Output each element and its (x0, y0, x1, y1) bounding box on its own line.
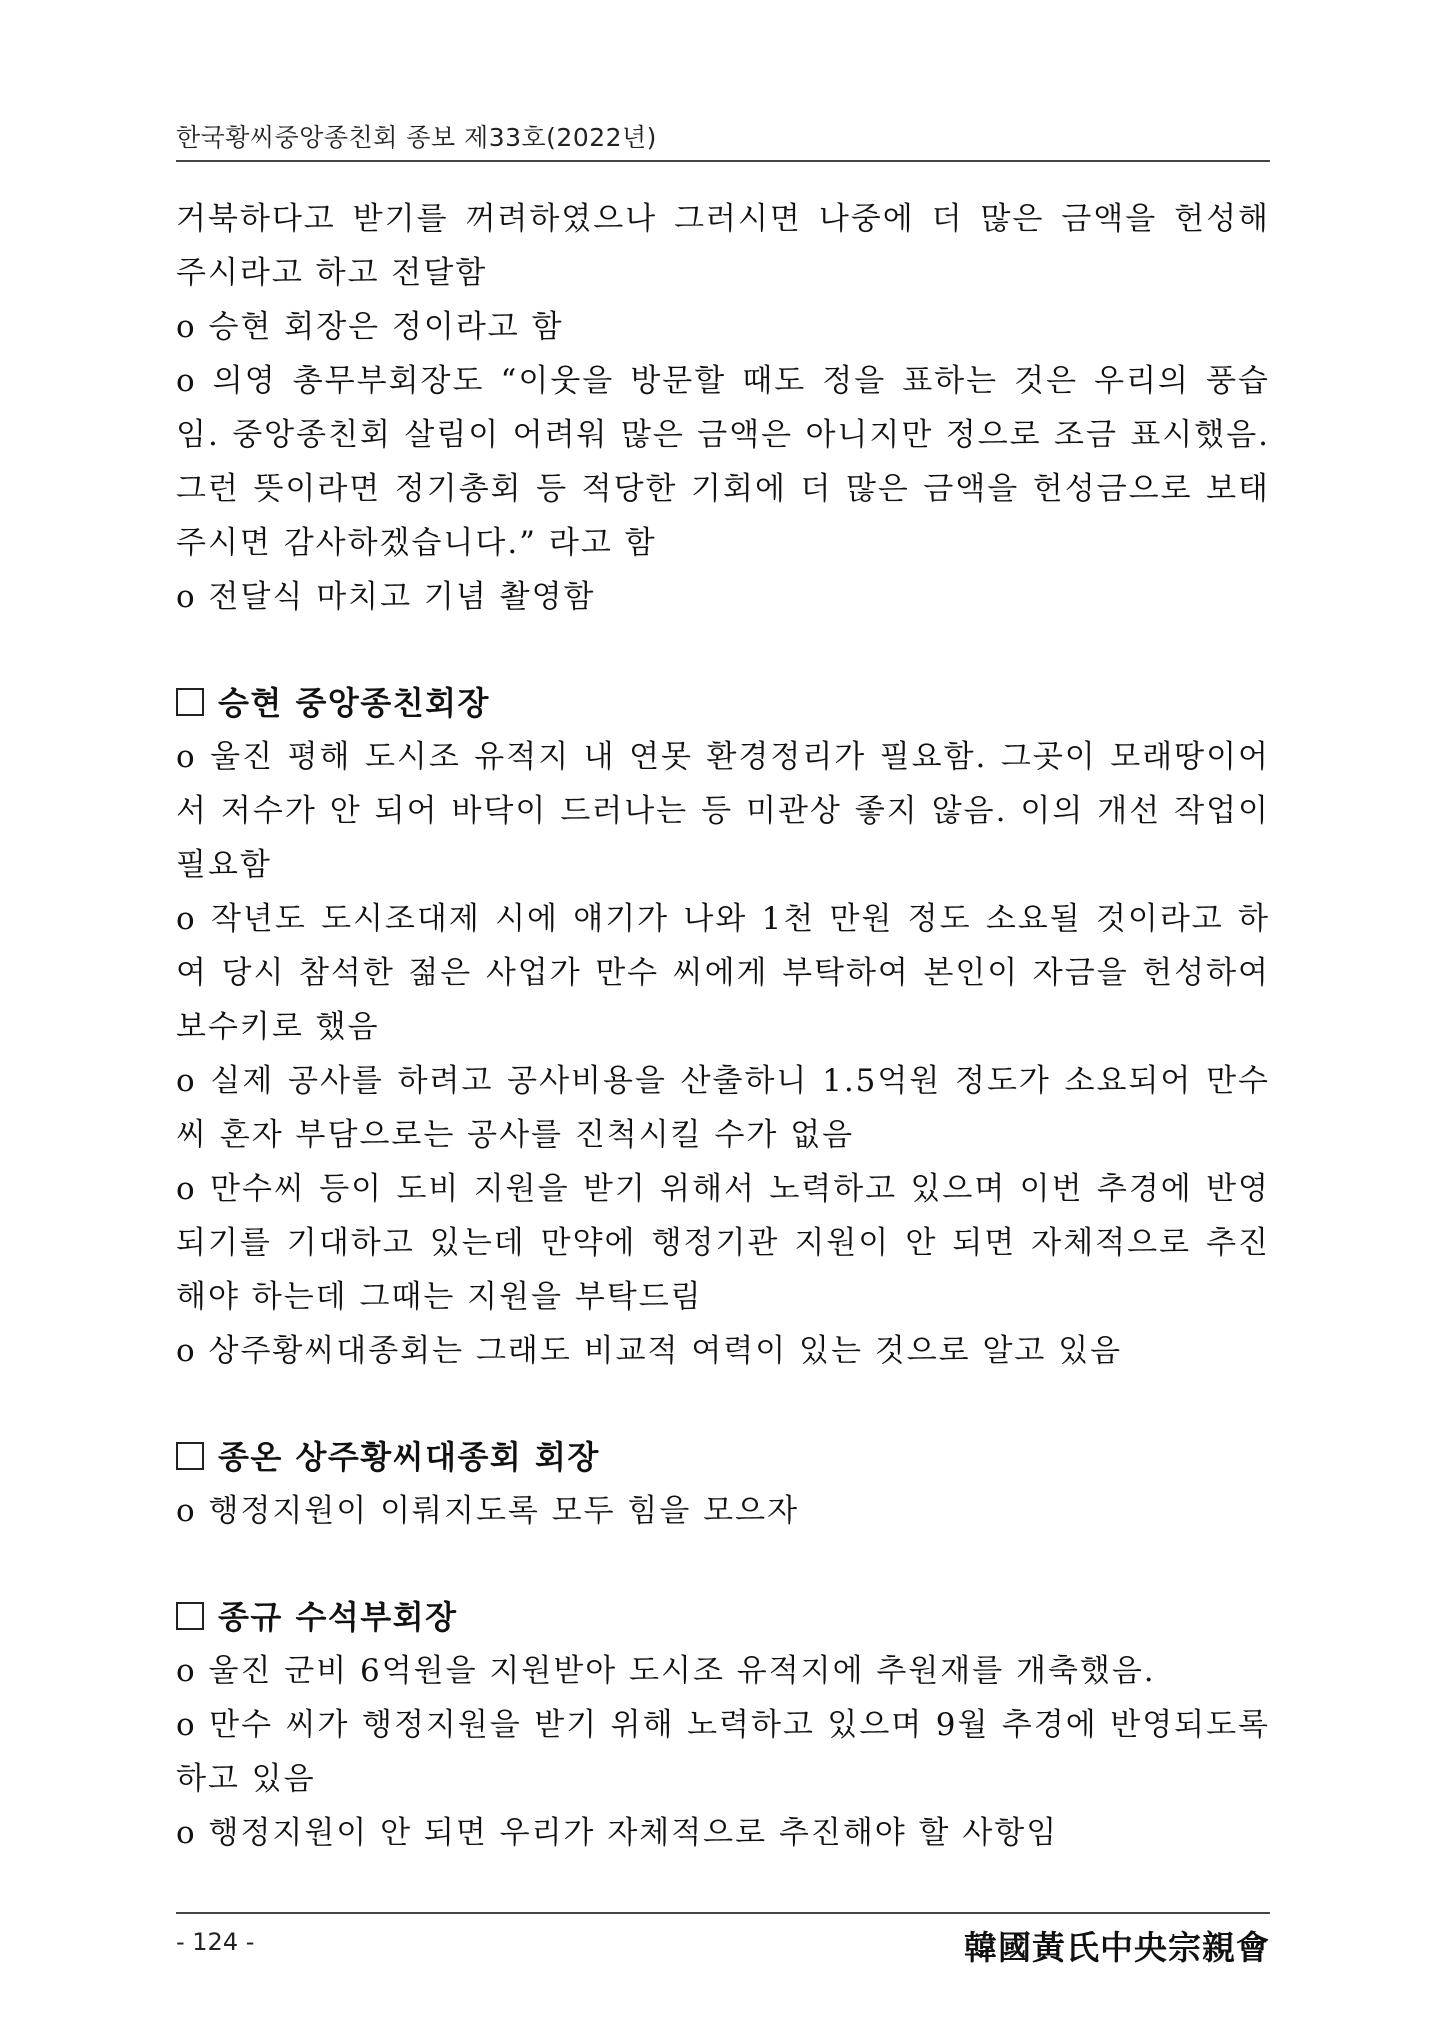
checkbox-icon (176, 688, 204, 716)
section-heading-text: 승현 중앙종친회장 (218, 684, 490, 722)
section-heading (176, 1590, 1270, 1644)
organization-logo: 韓國黃氏中央宗親會 (964, 1928, 1270, 1967)
section-bullet: o 행정지원이 안 되면 우리가 자체적으로 추진해야 할 사항임 (176, 1815, 1059, 1851)
header-divider (176, 160, 1270, 162)
section-bullet: o 실제 공사를 하려고 공사비용을 산출하니 1.5억원 정도가 소요되어 만수씨 혼자 부담으로는 공사를 진척시킬 수가 없음 (176, 1063, 1270, 1153)
section-bullet: o 만수씨 등이 도비 지원을 받기 위해서 노력하고 있으며 이번 추경에 반영되기를 기대하고 있는데 만약에 행정기관 지원이 안 되면 자체적으로 추진해야 하는데 그때는 지원을 부탁드림 (176, 1171, 1270, 1315)
section-heading-text: 종규 수석부회장 (218, 1598, 458, 1636)
section-bullet: o 상주황씨대종회는 그래도 비교적 여력이 있는 것으로 알고 있음 (176, 1333, 1123, 1369)
section-bullet: o 울진 평해 도시조 유적지 내 연못 환경정리가 필요함. 그곳이 모래땅이어서 저수가 안 되어 바닥이 드러나는 등 미관상 좋지 않음. 이의 개선 작업이 필요함 (176, 739, 1270, 883)
section-heading-text: 종온 상주황씨대종회 회장 (218, 1438, 600, 1476)
page-number: - 124 - (176, 1928, 255, 1956)
checkbox-icon (176, 1602, 204, 1630)
page-body (176, 192, 1270, 1860)
intro-bullet: o 전달식 마치고 기념 촬영함 (176, 579, 596, 615)
checkbox-icon (176, 1442, 204, 1470)
section-bullet: o 만수 씨가 행정지원을 받기 위해 노력하고 있으며 9월 추경에 반영되도록 하고 있음 (176, 1707, 1270, 1797)
intro-bullet: o 의영 총무부회장도 “이웃을 방문할 때도 정을 표하는 것은 우리의 풍습임. 중앙종친회 살림이 어려워 많은 금액은 아니지만 정으로 조금 표시했음. 그런 뜻이라면 정기총회 등 적당한 기회에 더 많은 금액을 헌성금으로 보태주시면 감사하겠습니다.” 라고 함 (176, 363, 1270, 561)
section-heading (176, 1430, 1270, 1484)
footer-divider (176, 1912, 1270, 1914)
section-bullet: o 행정지원이 이뤄지도록 모두 힘을 모으자 (176, 1493, 800, 1529)
section-bullet: o 작년도 도시조대제 시에 얘기가 나와 1천 만원 정도 소요될 것이라고 하여 당시 참석한 젊은 사업가 만수 씨에게 부탁하여 본인이 자금을 헌성하여 보수키로 했음 (176, 901, 1270, 1045)
section-bullet: o 울진 군비 6억원을 지원받아 도시조 유적지에 추원재를 개축했음. (176, 1653, 1156, 1689)
section-heading (176, 676, 1270, 730)
intro-paragraph: 거북하다고 받기를 꺼려하였으나 그러시면 나중에 더 많은 금액을 헌성해 주시라고 하고 전달함 (176, 201, 1270, 291)
intro-bullet: o 승현 회장은 정이라고 함 (176, 309, 564, 345)
running-header: 한국황씨중앙종친회 종보 제33호(2022년) (176, 123, 657, 152)
